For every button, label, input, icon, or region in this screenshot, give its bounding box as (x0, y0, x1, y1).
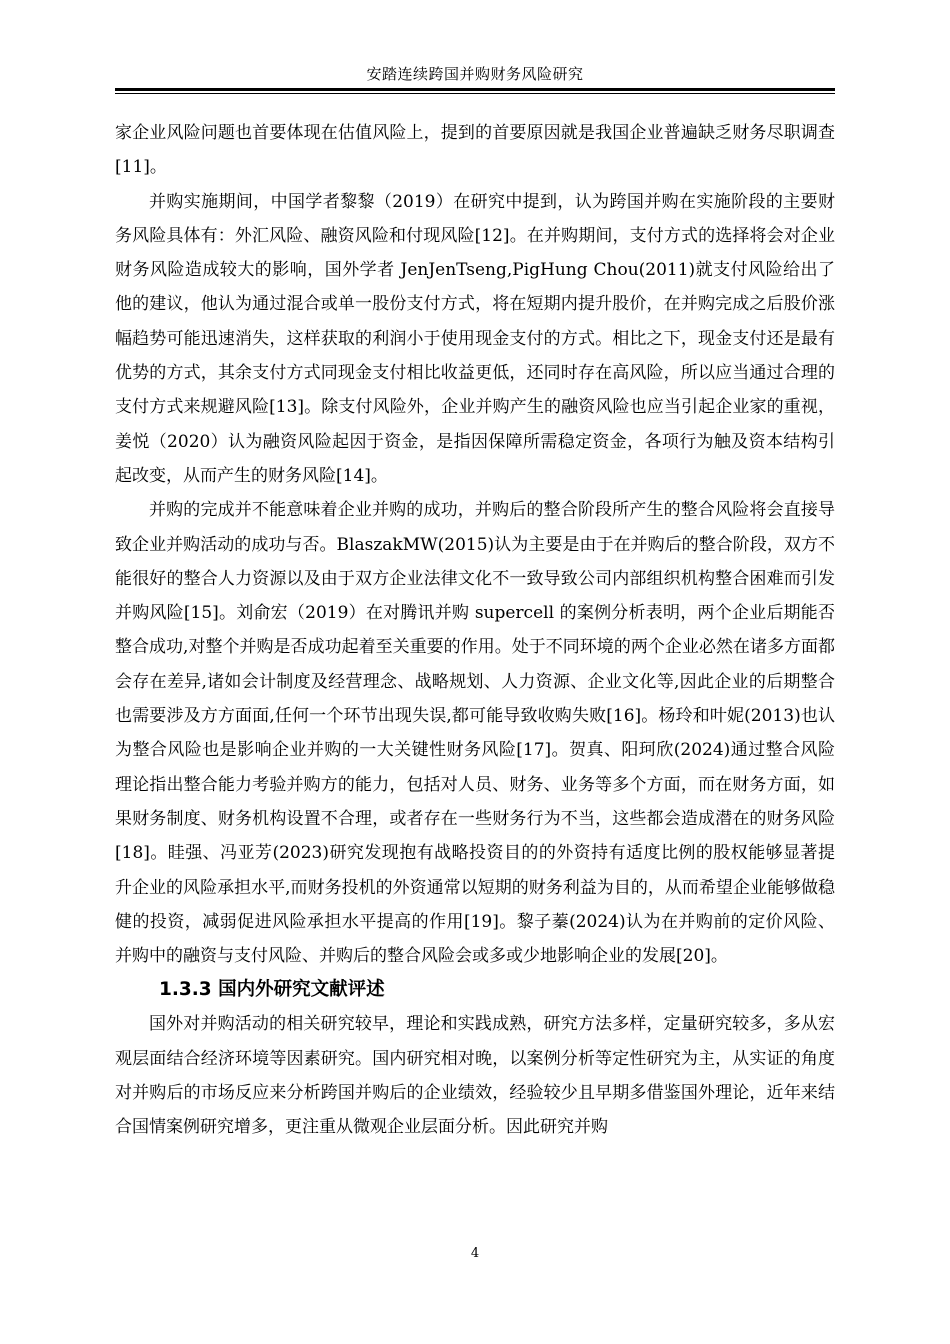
header-rule-thin (115, 93, 835, 94)
header-rule (115, 88, 835, 91)
page-number: 4 (470, 1246, 480, 1261)
running-header: 安踏连续跨国并购财务风险研究 (366, 65, 584, 83)
body-paragraph-implementation-risk: 并购实施期间，中国学者黎黎（2019）在研究中提到，认为跨国并购在实施阶段的主要财务风险具体有：外汇风险、融资风险和付现风险[12]。在并购期间，支付方式的选择将会对企业财务风险造成较大的影响，国外学者 JenJenTseng,PigHung Chou(2011)就支付风险给出了他的建议，他认为通过混合或单一股份支付方式，将在短期内提升股价，在并购完成之后股价涨幅趋势可能迅速消失，这样获取的利润小于使用现金支付的方式。相比之下，现金支付还是最有优势的方式，其余支付方式同现金支付相比收益更低，还同时存在高风险，所以应当通过合理的支付方式来规避风险[13]。除支付风险外，企业并购产生的融资风险也应当引起企业家的重视，姜悦（2020）认为融资风险起因于资金，是指因保障所需稳定资金，各项行为触及资本结构引起改变，从而产生的财务风险[14]。 (115, 191, 835, 486)
page-body (115, 116, 835, 1145)
section-heading: 1.3.3 国内外研究文献评述 (159, 979, 385, 1001)
body-paragraph-continued: 家企业风险问题也首要体现在估值风险上，提到的首要原因就是我国企业普遍缺乏财务尽职调查[11]。 (115, 123, 835, 178)
section-paragraph-review: 国外对并购活动的相关研究较早，理论和实践成熟，研究方法多样，定量研究较多，多从宏观层面结合经济环境等因素研究。国内研究相对晚，以案例分析等定性研究为主，从实证的角度对并购后的市场反应来分析跨国并购后的企业绩效，经验较少且早期多借鉴国外理论，近年来结合国情案例研究增多，更注重从微观企业层面分析。因此研究并购 (115, 1014, 835, 1138)
body-paragraph-integration-risk: 并购的完成并不能意味着企业并购的成功，并购后的整合阶段所产生的整合风险将会直接导致企业并购活动的成功与否。BlaszakMW(2015)认为主要是由于在并购后的整合阶段，双方不能很好的整合人力资源以及由于双方企业法律文化不一致导致公司内部组织机构整合困难而引发并购风险[15]。刘俞宏（2019）在对腾讯并购 supercell 的案例分析表明，两个企业后期能否整合成功,对整个并购是否成功起着至关重要的作用。处于不同环境的两个企业必然在诸多方面都会存在差异,诸如会计制度及经营理念、战略规划、人力资源、企业文化等,因此企业的后期整合也需要涉及方方面面,任何一个环节出现失误,都可能导致收购失败[16]。杨玲和叶妮(2013)也认为整合风险也是影响企业并购的一大关键性财务风险[17]。贺真、阳珂欣(2024)通过整合风险理论指出整合能力考验并购方的能力，包括对人员、财务、业务等多个方面，而在财务方面，如果财务制度、财务机构设置不合理，或者存在一些财务行为不当，这些都会造成潜在的财务风险[18]。眭强、冯亚芳(2023)研究发现抱有战略投资目的的外资持有适度比例的股权能够显著提升企业的风险承担水平,而财务投机的外资通常以短期的财务利益为目的，从而希望企业能够做稳健的投资，减弱促进风险承担水平提高的作用[19]。黎子蓁(2024)认为在并购前的定价风险、并购中的融资与支付风险、并购后的整合风险会或多或少地影响企业的发展[20]。 (115, 500, 835, 967)
